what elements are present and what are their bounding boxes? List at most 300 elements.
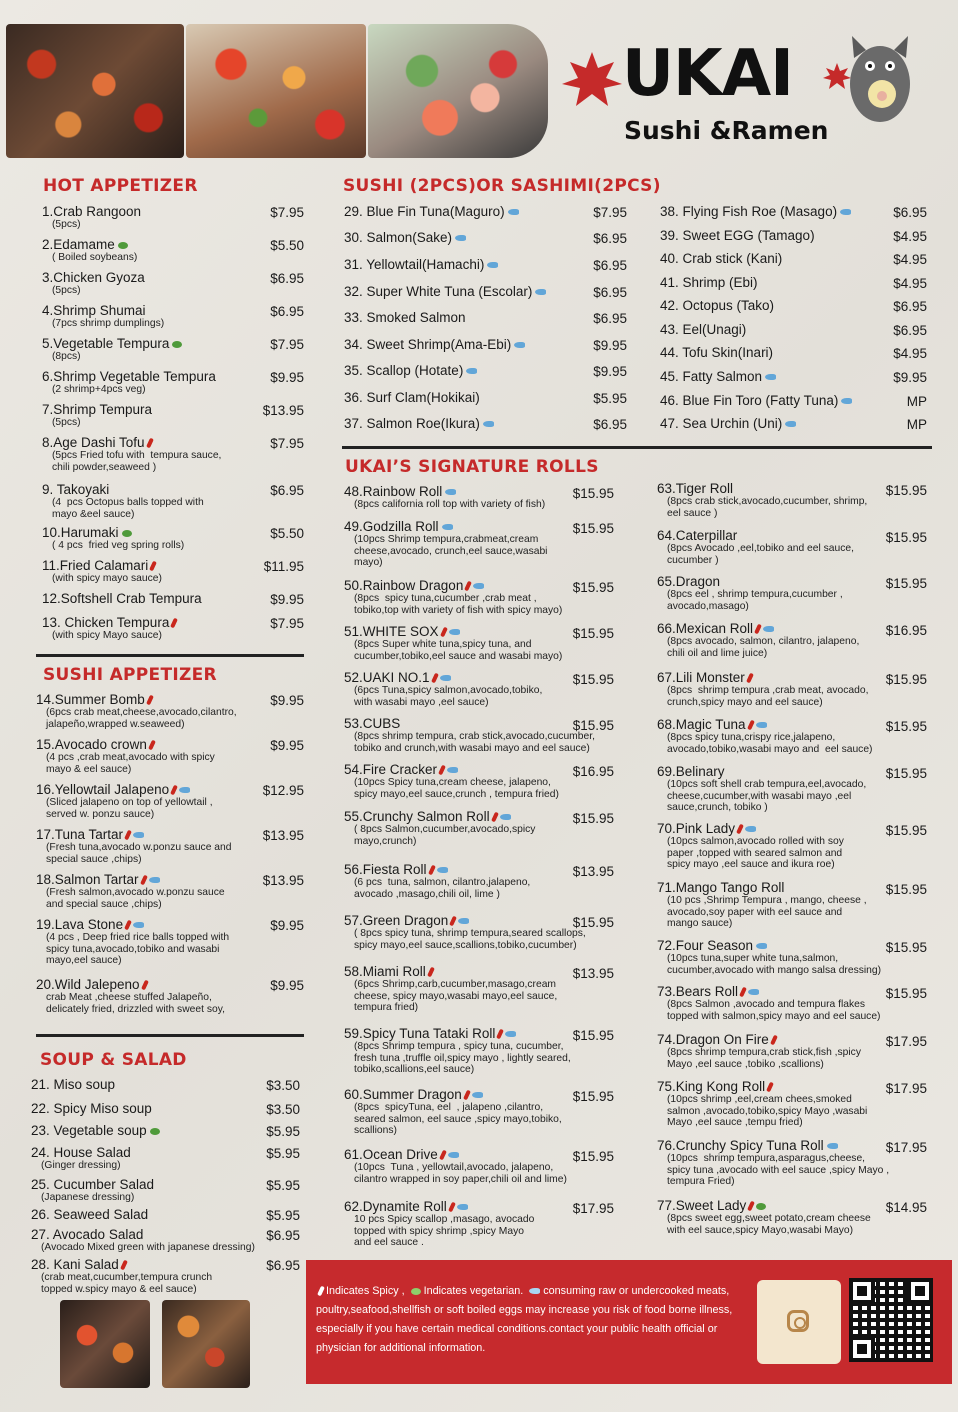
menu-item-price: $6.95: [593, 231, 627, 246]
menu-item-name-text: 39. Sweet EGG (Tamago): [660, 228, 815, 243]
raw-fish-icon: [472, 1092, 483, 1098]
spicy-icon: [427, 967, 435, 978]
menu-item-description: ( Boiled soybeans): [52, 252, 138, 263]
menu-item: [344, 624, 562, 662]
menu-item-name-text: 1.Crab Rangoon: [42, 204, 142, 219]
menu-item-price: $13.95: [262, 873, 304, 888]
raw-fish-icon: [179, 787, 190, 793]
menu-item-name: [657, 938, 881, 953]
menu-item-name-text: 4.Shrimp Shumai: [42, 303, 146, 318]
menu-item-description: (8pcs shrimp tempura, crab stick,avocado,cucumber, tobiko and crunch,with wasabi mayo and eel sauce): [354, 731, 595, 754]
raw-fish-icon: [483, 421, 494, 427]
menu-item-name: [660, 369, 776, 384]
menu-item-price: $15.95: [572, 915, 614, 930]
menu-item-description: (8pcs): [52, 351, 81, 362]
menu-item-description: (8pcs Shrimp tempura , spicy tuna, cucumber, fresh tuna ,truffle oil,spicy mayo , lightly seared, tobiko,scallions,eel sauce): [354, 1041, 571, 1075]
menu-item: [344, 670, 542, 708]
menu-item: [36, 827, 231, 865]
menu-item-name-text: 68.Magic Tuna: [657, 717, 746, 732]
menu-item-name-text: 40. Crab stick (Kani): [660, 251, 783, 266]
menu-item: [344, 1026, 571, 1076]
menu-item-description: (10pcs soft shell crab tempura,eel,avocado, cheese,cucumber,with wasabi mayo ,eel sauce,crunch, tobiko ): [667, 779, 867, 813]
menu-item: [657, 1138, 889, 1188]
menu-item-name: [344, 310, 466, 325]
menu-item-description: (6pcs crab meat,cheese,avocado,cilantro, jalapeño,wrapped w.seaweed): [46, 707, 237, 730]
menu-item-name: [344, 337, 525, 352]
menu-item-price: $15.95: [885, 576, 927, 591]
raw-fish-icon: [448, 1152, 459, 1158]
menu-item-price: $13.95: [572, 966, 614, 981]
brand-title: UKAI: [622, 37, 793, 111]
menu-item-name-text: 46. Blue Fin Toro (Fatty Tuna): [660, 393, 839, 408]
menu-item-price: $17.95: [572, 1201, 614, 1216]
menu-item-name: [657, 821, 844, 836]
spicy-icon: [747, 1201, 755, 1212]
menu-item-price: $4.95: [893, 252, 927, 267]
menu-item-price: $9.95: [270, 693, 304, 708]
spicy-icon: [438, 765, 446, 776]
menu-item: [657, 1079, 867, 1129]
menu-item-name: [344, 484, 545, 499]
menu-item-name-text: 63.Tiger Roll: [657, 481, 734, 496]
menu-item-name-text: 77.Sweet Lady: [657, 1198, 747, 1213]
menu-item-name: [36, 692, 237, 707]
menu-item-name-text: 54.Fire Cracker: [344, 762, 438, 777]
menu-item-price: $15.95: [885, 530, 927, 545]
footer-legend: [306, 1260, 952, 1384]
menu-item-price: $17.95: [885, 1081, 927, 1096]
menu-item-name: [344, 578, 562, 593]
menu-item-name: [344, 230, 466, 245]
menu-item-name: [344, 363, 477, 378]
menu-item-name-text: 56.Fiesta Roll: [344, 862, 427, 877]
spicy-icon: [491, 812, 499, 823]
menu-item-name-text: 75.King Kong Roll: [657, 1079, 766, 1094]
raw-fish-icon: [458, 918, 469, 924]
menu-item-name-text: 42. Octopus (Tako): [660, 298, 775, 313]
menu-item-name: [31, 1227, 255, 1242]
menu-item-name-text: 6.Shrimp Vegetable Tempura: [42, 369, 216, 384]
menu-item: [660, 204, 851, 219]
menu-item-name-text: 41. Shrimp (Ebi): [660, 275, 758, 290]
menu-item-name: [31, 1123, 160, 1138]
menu-item: [344, 964, 557, 1014]
menu-item-name: [344, 624, 562, 639]
menu-item-price: $6.95: [593, 258, 627, 273]
brand-logo: [560, 36, 860, 146]
menu-item-name-text: 16.Yellowtail Jalapeno: [36, 782, 170, 797]
menu-item-description: (Ginger dressing): [41, 1160, 121, 1171]
raw-fish-icon: [748, 989, 759, 995]
menu-item-description: (Fresh salmon,avocado w.ponzu sauce and special sauce ,chips): [46, 887, 225, 910]
raw-fish-icon: [841, 398, 852, 404]
menu-item-description: (10 pcs ,Shrimp Tempura , mango, cheese , avocado,soy paper with eel sauce and mango sauce): [667, 895, 867, 929]
spicy-icon: [440, 627, 448, 638]
menu-item: [42, 591, 202, 606]
menu-item-name-text: 60.Summer Dragon: [344, 1087, 462, 1102]
qr-code[interactable]: [849, 1278, 933, 1362]
menu-item-name: [660, 416, 796, 431]
menu-item-description: (8pcs shrimp tempura ,crab meat, avocado, crunch,spicy mayo and eel sauce): [667, 685, 869, 708]
menu-item-description: (4 pcs , Deep fried rice balls topped with spicy tuna,avocado,tobiko and wasabi mayo,eel sauce): [46, 932, 230, 966]
raw-fish-icon: [535, 289, 546, 295]
menu-item-name: [36, 827, 231, 842]
menu-item-description: (5pcs): [52, 285, 81, 296]
menu-item-price: $15.95: [885, 940, 927, 955]
spicy-icon: [754, 624, 762, 635]
section-title-hot-appetizer: HOT APPETIZER: [43, 176, 198, 196]
menu-item-name: [344, 204, 519, 219]
menu-item: [31, 1177, 154, 1204]
menu-item-name: [344, 390, 480, 405]
menu-item-name-text: 53.CUBS: [344, 716, 401, 731]
menu-item-description: (8pcs spicy tuna,crispy rice,jalapeno, avocado,tobiko,wasabi mayo and eel sauce): [667, 732, 873, 755]
menu-item: [42, 525, 184, 552]
raw-fish-icon: [445, 489, 456, 495]
menu-item-name: [344, 1026, 571, 1041]
menu-item-name-text: 62.Dynamite Roll: [344, 1199, 447, 1214]
menu-item-name: [42, 558, 162, 573]
menu-item: [31, 1123, 160, 1138]
section-title-sushi-appetizer: SUSHI APPETIZER: [43, 665, 217, 685]
menu-item-name: [660, 393, 852, 408]
menu-item-name-text: 57.Green Dragon: [344, 913, 449, 928]
menu-item-description: (8pcs eel , shrimp tempura,cucumber , avocado,masago): [667, 589, 843, 612]
menu-item: [36, 782, 213, 820]
menu-item: [42, 336, 182, 363]
maple-leaf-icon: [560, 50, 624, 114]
menu-item-description: (Fresh tuna,avocado w.ponzu sauce and special sauce ,chips): [46, 842, 232, 865]
menu-item-price: $6.95: [270, 271, 304, 286]
menu-item-name: [344, 862, 530, 877]
menu-item-price: $5.95: [266, 1124, 300, 1139]
menu-item: [344, 716, 595, 754]
menu-item-description: (8pcs Super white tuna,spicy tuna, and cucumber,tobiko,eel sauce and wasabi mayo): [354, 639, 563, 662]
menu-item-name: [42, 369, 216, 384]
menu-item: [36, 872, 225, 910]
menu-item-name: [344, 762, 559, 777]
spicy-icon: [140, 875, 148, 886]
menu-item: [657, 821, 844, 871]
menu-item-name-text: 65.Dragon: [657, 574, 721, 589]
menu-item-name-text: 11.Fried Calamari: [42, 558, 149, 573]
menu-item-price: $15.95: [885, 823, 927, 838]
menu-item-name-text: 66.Mexican Roll: [657, 621, 754, 636]
menu-item-name: [42, 303, 164, 318]
menu-item-description: (5pcs Fried tofu with tempura sauce, chili powder,seaweed ): [52, 450, 222, 473]
menu-item-price: $6.95: [893, 323, 927, 338]
menu-item-name-text: 28. Kani Salad: [31, 1257, 119, 1272]
menu-item: [344, 762, 559, 800]
menu-item-price: $15.95: [885, 719, 927, 734]
menu-item-name-text: 33. Smoked Salmon: [344, 310, 466, 325]
menu-item: [344, 363, 477, 378]
menu-item-description: (8pcs spicy tuna,cucumber ,crab meat , tobiko,top with variety of fish with spicy mayo): [354, 593, 563, 616]
menu-item-price: $15.95: [885, 986, 927, 1001]
menu-item-name-text: 31. Yellowtail(Hamachi): [344, 257, 485, 272]
menu-item-name: [36, 782, 213, 797]
menu-item-name: [31, 1101, 152, 1116]
menu-item: [344, 230, 466, 245]
menu-item: [657, 764, 866, 814]
cat-mascot-icon: [842, 28, 918, 126]
raw-fish-icon: [455, 235, 466, 241]
menu-item-name: [660, 345, 773, 360]
menu-item-description: crab Meat ,cheese stuffed Jalapeño, delicately fried, drizzled with sweet soy,: [46, 992, 225, 1015]
menu-item-name: [657, 574, 843, 589]
menu-item-price: $6.95: [593, 417, 627, 432]
menu-item-name: [36, 917, 229, 932]
menu-item-name-text: 23. Vegetable soup: [31, 1123, 147, 1138]
raw-fish-icon: [466, 368, 477, 374]
menu-item-name-text: 73.Bears Roll: [657, 984, 739, 999]
section-title-soup-salad: SOUP & SALAD: [40, 1050, 187, 1070]
health-warning: poultry,seafood,shellfish or soft boiled eggs may increase you risk of food borne illness, especially if you have certain medical conditions.contact your public health official or physician for additional information.: [316, 1304, 733, 1354]
menu-item-name-text: 43. Eel(Unagi): [660, 322, 747, 337]
raw-fish-icon: [840, 209, 851, 215]
section-title-sushi-sashimi: SUSHI (2PCS)OR SASHIMI(2PCS): [343, 176, 661, 196]
menu-item-price: $7.95: [270, 436, 304, 451]
menu-item: [660, 298, 774, 313]
menu-item-name-text: 3.Chicken Gyoza: [42, 270, 145, 285]
menu-item-name-text: 15.Avocado crown: [36, 737, 147, 752]
qr-finder: [907, 1278, 933, 1304]
menu-item-price: $13.95: [262, 403, 304, 418]
menu-item-name: [657, 880, 867, 895]
raw-fish-icon: [765, 374, 776, 380]
menu-item-name-text: 27. Avocado Salad: [31, 1227, 144, 1242]
menu-item-name-text: 51.WHITE SOX: [344, 624, 439, 639]
spicy-icon: [148, 740, 156, 751]
raw-fish-icon: [449, 629, 460, 635]
menu-item-name-text: 44. Tofu Skin(Inari): [660, 345, 774, 360]
photo-sashimi: [368, 24, 548, 158]
raw-fish-icon: [437, 867, 448, 873]
menu-item-price: $9.95: [593, 364, 627, 379]
menu-item-description: (10pcs tuna,super white tuna,salmon, cucumber,avocado with mango salsa dressing): [667, 953, 882, 976]
menu-item-name-text: 19.Lava Stone: [36, 917, 124, 932]
menu-item-name-text: 45. Fatty Salmon: [660, 369, 763, 384]
menu-item-description: (5pcs): [52, 417, 81, 428]
menu-item-price: $4.95: [893, 229, 927, 244]
menu-item-name: [36, 872, 225, 887]
menu-item-name-text: 55.Crunchy Salmon Roll: [344, 809, 490, 824]
menu-item: [42, 435, 221, 473]
menu-item-name: [36, 977, 225, 992]
menu-item: [42, 615, 176, 642]
menu-item-name-text: 24. House Salad: [31, 1145, 131, 1160]
menu-item-name-text: 48.Rainbow Roll: [344, 484, 443, 499]
spicy-icon: [747, 720, 755, 731]
menu-item-price: $16.95: [885, 623, 927, 638]
menu-item-price: $6.95: [266, 1258, 300, 1273]
menu-item-name-text: 8.Age Dashi Tofu: [42, 435, 145, 450]
menu-item-name: [660, 251, 782, 266]
menu-item: [31, 1227, 255, 1254]
spicy-icon: [746, 673, 754, 684]
spicy-icon: [770, 1035, 778, 1046]
menu-item-name: [657, 621, 859, 636]
menu-item-name: [42, 204, 141, 219]
menu-item-price: $7.95: [270, 205, 304, 220]
menu-item: [36, 737, 215, 775]
menu-item: [36, 692, 237, 730]
menu-item-name-text: 17.Tuna Tartar: [36, 827, 124, 842]
menu-item-name-text: 59.Spicy Tuna Tataki Roll: [344, 1026, 496, 1041]
menu-item-description: (8pcs Salmon ,avocado and tempura flakes topped with salmon,spicy mayo and eel sauce): [667, 999, 881, 1022]
menu-item: [42, 369, 216, 396]
menu-item-name: [344, 913, 586, 928]
spicy-icon: [464, 581, 472, 592]
menu-item-name-text: 71.Mango Tango Roll: [657, 880, 785, 895]
instagram-qr-code[interactable]: [757, 1280, 841, 1364]
raw-fish-icon: [440, 675, 451, 681]
menu-item-price: $12.95: [262, 783, 304, 798]
menu-item-price: $6.95: [893, 299, 927, 314]
menu-item: [42, 237, 137, 264]
raw-fish-icon: [508, 209, 519, 215]
menu-item-description: (8pcs sweet egg,sweet potato,cream cheese with eel sauce,spicy Mayo,wasabi Mayo): [667, 1213, 871, 1236]
menu-item: [657, 528, 854, 566]
menu-item: [657, 1198, 871, 1236]
menu-item: [344, 204, 519, 219]
photo-roll-left: [60, 1300, 150, 1388]
menu-item-price: $15.95: [572, 811, 614, 826]
menu-item: [31, 1145, 131, 1172]
raw-fish-icon: [133, 832, 144, 838]
menu-item-price: $4.95: [893, 276, 927, 291]
menu-item-price: $6.95: [593, 285, 627, 300]
menu-item-price: $7.95: [270, 337, 304, 352]
spicy-icon: [428, 865, 436, 876]
spicy-icon: [439, 1150, 447, 1161]
menu-item-price: $3.50: [266, 1102, 300, 1117]
menu-item-name: [42, 615, 176, 630]
menu-item-price: $3.50: [266, 1078, 300, 1093]
vegetarian-icon: [756, 1203, 766, 1210]
raw-fish-icon: [529, 1288, 540, 1294]
spicy-icon: [448, 1202, 456, 1213]
menu-item-price: $5.95: [266, 1178, 300, 1193]
menu-item-name: [657, 1079, 867, 1094]
menu-item-price: $7.95: [270, 616, 304, 631]
menu-item-name: [42, 482, 204, 497]
menu-item-price: $6.95: [266, 1228, 300, 1243]
menu-item-name: [42, 270, 145, 285]
raw-fish-icon: [827, 1143, 838, 1149]
raw-fish-icon: [149, 877, 160, 883]
menu-item-price: $9.95: [893, 370, 927, 385]
footer-text: [316, 1282, 751, 1358]
menu-item-description: (8pcs spicyTuna, eel , jalapeno ,cilantro, seared salmon, eel sauce ,spicy mayo,tobiko, scallions): [354, 1102, 562, 1136]
menu-item-price: $15.95: [572, 672, 614, 687]
menu-item: [657, 621, 859, 659]
menu-item-description: (8pcs crab stick,avocado,cucumber, shrimp, eel sauce ): [667, 496, 868, 519]
spicy-icon: [124, 830, 132, 841]
menu-item-name: [344, 416, 494, 431]
menu-item: [344, 913, 586, 951]
menu-item-name-text: 49.Godzilla Roll: [344, 519, 439, 534]
menu-item-name-text: 22. Spicy Miso soup: [31, 1101, 152, 1116]
menu-item-price: $5.50: [270, 238, 304, 253]
raw-fish-icon: [514, 342, 525, 348]
menu-item-price: $6.95: [893, 205, 927, 220]
menu-item: [657, 717, 873, 755]
menu-item-name-text: 9. Takoyaki: [42, 482, 110, 497]
menu-item-name: [42, 591, 202, 606]
raw-fish-icon: [505, 1031, 516, 1037]
menu-item-description: (10pcs Tuna , yellowtail,avocado, jalapeno, cilantro wrapped in soy paper,chili oil and lime): [354, 1162, 567, 1185]
menu-item-description: (5pcs): [52, 219, 81, 230]
menu-item: [344, 390, 480, 405]
menu-item-name-text: 30. Salmon(Sake): [344, 230, 453, 245]
menu-item-price: MP: [906, 417, 927, 432]
menu-item: [660, 275, 758, 290]
menu-item-name-text: 76.Crunchy Spicy Tuna Roll: [657, 1138, 824, 1153]
menu-item-price: $15.95: [885, 766, 927, 781]
menu-item-name: [660, 228, 815, 243]
menu-item-description: (7pcs shrimp dumplings): [52, 318, 165, 329]
menu-item-price: $6.95: [593, 311, 627, 326]
menu-item-name: [344, 519, 547, 534]
menu-item-name: [344, 809, 535, 824]
menu-item-price: $9.95: [270, 592, 304, 607]
menu-item: [660, 251, 782, 266]
menu-item-name: [42, 402, 152, 417]
menu-item: [42, 204, 141, 231]
menu-item-name-text: 25. Cucumber Salad: [31, 1177, 155, 1192]
menu-item-name-text: 36. Surf Clam(Hokikai): [344, 390, 480, 405]
menu-item-name: [657, 481, 867, 496]
menu-item: [344, 578, 562, 616]
menu-item-description: (Sliced jalapeno on top of yellowtail , served w. ponzu sauce): [46, 797, 213, 820]
menu-item-price: $9.95: [270, 978, 304, 993]
menu-item-name: [344, 670, 542, 685]
menu-item-name-text: 47. Sea Urchin (Uni): [660, 416, 783, 431]
menu-item: [657, 984, 881, 1022]
menu-item-name: [344, 1147, 567, 1162]
raw-fish-icon: [447, 767, 458, 773]
menu-item: [660, 228, 815, 243]
menu-item-name-text: 72.Four Season: [657, 938, 754, 953]
raw-fish-icon: [745, 826, 756, 832]
spicy-icon: [736, 824, 744, 835]
menu-item: [36, 917, 229, 967]
menu-item-description: ( 8pcs Salmon,cucumber,avocado,spicy mayo,crunch): [354, 824, 536, 847]
menu-item: [344, 1087, 562, 1137]
menu-item: [344, 337, 525, 352]
menu-item-price: $15.95: [572, 521, 614, 536]
menu-item-name: [42, 336, 182, 351]
menu-item-price: $17.95: [885, 1140, 927, 1155]
menu-item-name-text: 20.Wild Jalepeno: [36, 977, 140, 992]
menu-item: [657, 938, 881, 976]
menu-item-price: $4.95: [893, 346, 927, 361]
menu-item-price: $15.95: [572, 580, 614, 595]
menu-item-description: (8pcs shrimp tempura,crab stick,fish ,spicy Mayo ,eel sauce ,tobiko ,scallions): [667, 1047, 861, 1070]
menu-item-name: [660, 204, 851, 219]
menu-item-price: $13.95: [572, 864, 614, 879]
vegetarian-icon: [122, 530, 132, 537]
menu-item-name: [657, 984, 881, 999]
menu-item-price: $15.95: [572, 486, 614, 501]
spicy-icon: [431, 673, 439, 684]
raw-fish-icon: [487, 262, 498, 268]
menu-item-name: [660, 275, 758, 290]
menu-item: [657, 880, 867, 930]
menu-item: [344, 484, 545, 511]
menu-item-description: (2 shrimp+4pcs veg): [52, 384, 146, 395]
